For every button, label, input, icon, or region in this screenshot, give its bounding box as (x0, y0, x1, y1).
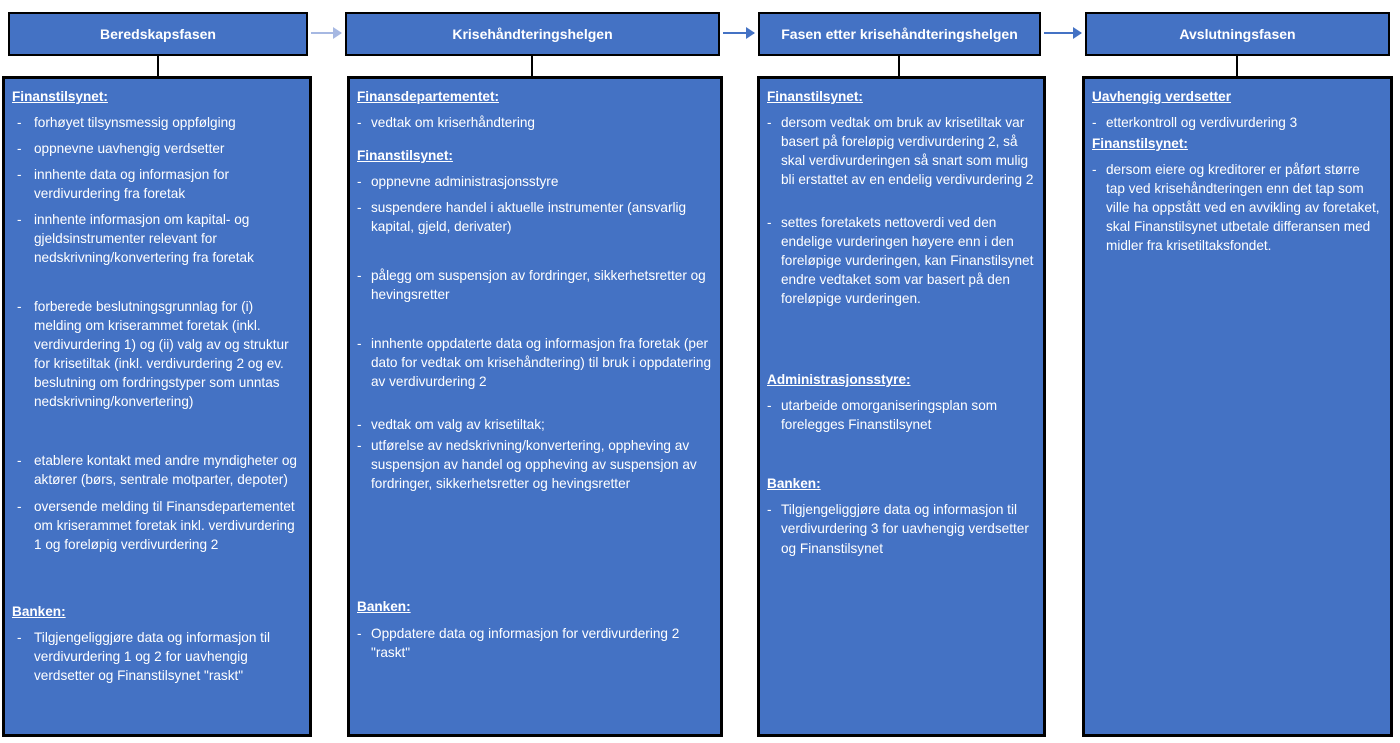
section (357, 87, 712, 132)
bullet-item (12, 210, 301, 267)
section-heading: Uavhengig verdsetter (1092, 89, 1232, 104)
bullet-text: utførelse av nedskrivning/konvertering, oppheving av suspensjon av handel og oppheving av suspensjon av fordringer, sikkerhetsretter og hevingsretter (371, 438, 697, 492)
section (767, 370, 1035, 434)
arrow-right-icon (723, 32, 754, 34)
bullet-text: vedtak om kriserhåndtering (371, 115, 535, 131)
connector-line (898, 56, 900, 76)
bullet-text: Tilgjengeliggjøre data og informasjon til verdivurdering 1 og 2 for uavhengig verdsetter og Finanstilsynet "raskt" (34, 629, 270, 683)
bullet-item (357, 334, 712, 391)
connector-line (157, 56, 159, 76)
bullet-text: Tilgjengeliggjøre data og informasjon til verdivurdering 3 for uavhengig verdsetter og Finanstilsynet (781, 502, 1029, 556)
phase-content-krisehandteringshelgen (347, 76, 723, 737)
bullet-item (12, 113, 301, 132)
bullet-dash-icon: - (17, 299, 22, 315)
bullet-dash-icon: - (357, 625, 362, 641)
bullet-dash-icon: - (357, 115, 362, 131)
section-heading: Finanstilsynet: (767, 89, 863, 104)
bullet-text: etterkontroll og verdivurdering 3 (1106, 115, 1298, 131)
connector-line (531, 56, 533, 76)
section (357, 597, 712, 661)
bullet-item (12, 628, 301, 685)
bullet-item (357, 172, 712, 191)
bullet-text: innhente informasjon om kapital- og gjeldsinstrumenter relevant for nedskrivning/konvertering fra foretak (34, 212, 254, 266)
bullet-dash-icon: - (1092, 162, 1097, 178)
section-heading: Administrasjonsstyre: (767, 372, 911, 388)
bullet-text: suspendere handel i aktuelle instrumenter (ansvarlig kapital, gjeld, derivater) (371, 200, 687, 235)
section (12, 87, 301, 554)
bullet-text: vedtak om valg av krisetiltak; (371, 417, 545, 433)
bullet-dash-icon: - (357, 174, 362, 190)
bullet-dash-icon: - (357, 336, 362, 352)
bullet-item (357, 624, 712, 662)
phase-content-fasen-etter (757, 76, 1046, 737)
bullet-item (1092, 113, 1382, 132)
bullet-item (357, 113, 712, 132)
bullet-dash-icon: - (357, 200, 362, 216)
section-heading: Finanstilsynet: (12, 89, 108, 104)
connector-line (1236, 56, 1238, 76)
bullet-dash-icon: - (767, 215, 772, 231)
phase-header-avslutningsfasen (1085, 12, 1390, 56)
phase-header-fasen-etter (758, 12, 1041, 56)
bullet-dash-icon: - (17, 629, 22, 645)
bullet-text: forberede beslutningsgrunnlag for (i) melding om kriserammet foretak (inkl. verdivurdering 1) og (ii) valg av og struktur for krisetiltak (inkl. verdivurdering 2 og ev. beslutning om fordringstyper som unntas nedskrivning/konvertering) (34, 299, 289, 410)
section (1092, 134, 1382, 255)
bullet-dash-icon: - (767, 502, 772, 518)
bullet-item (767, 113, 1035, 189)
section (767, 87, 1035, 308)
bullet-dash-icon: - (17, 498, 22, 514)
bullet-text: settes foretakets nettoverdi ved den endelige vurderingen høyere enn i den foreløpige vurderingen, kan Finanstilsynet endre vedtaket som var basert på den foreløpige vurderingen. (781, 215, 1034, 307)
bullet-text: oversende melding til Finansdepartementet om kriserammet foretak inkl. verdivurdering 1 og foreløpig verdivurdering 2 (34, 498, 295, 552)
bullet-item (357, 266, 712, 304)
arrow-right-icon (311, 32, 341, 34)
phase-title: Krisehåndteringshelgen (452, 26, 613, 42)
section (1092, 87, 1382, 132)
section (357, 146, 712, 493)
phase-header-krisehandteringshelgen (345, 12, 720, 56)
section-heading: Finanstilsynet: (357, 148, 453, 164)
phase-header-beredskapsfasen (8, 12, 308, 56)
bullet-item (12, 451, 301, 489)
bullet-item (357, 415, 712, 434)
bullet-item (357, 436, 712, 493)
bullet-dash-icon: - (767, 398, 772, 414)
bullet-text: innhente oppdaterte data og informasjon fra foretak (per dato for vedtak om krisehåndtering) til bruk i oppdatering av verdivurdering 2 (371, 336, 712, 390)
arrow-right-icon (1044, 32, 1081, 34)
phase-title: Avslutningsfasen (1179, 26, 1296, 42)
section-heading: Banken: (767, 476, 821, 492)
section (12, 602, 301, 685)
bullet-dash-icon: - (357, 438, 362, 454)
bullet-item (767, 213, 1035, 308)
bullet-dash-icon: - (357, 417, 362, 433)
bullet-dash-icon: - (17, 453, 22, 469)
bullet-item (767, 396, 1035, 434)
bullet-text: dersom eiere og kreditorer er påført større tap ved krisehåndteringen enn det tap som ville ha oppstått ved en avvikling av foretaket, skal Finanstilsynet utbetale differansen med midler fra krisetiltaksfondet. (1106, 162, 1380, 254)
bullet-dash-icon: - (17, 141, 22, 157)
phase-title: Fasen etter krisehåndteringshelgen (781, 26, 1018, 42)
section (767, 474, 1035, 557)
bullet-dash-icon: - (767, 115, 772, 131)
bullet-dash-icon: - (17, 115, 22, 131)
bullet-text: pålegg om suspensjon av fordringer, sikkerhetsretter og hevingsretter (371, 268, 706, 303)
bullet-item (12, 165, 301, 203)
bullet-item (12, 139, 301, 158)
bullet-item (12, 297, 301, 411)
bullet-text: dersom vedtak om bruk av krisetiltak var basert på foreløpig verdivurdering 2, så skal verdivurderingen så snart som mulig bli erstattet av en endelig verdivurdering 2 (781, 115, 1034, 188)
bullet-text: forhøyet tilsynsmessig oppfølging (34, 115, 236, 131)
section-heading: Finansdepartementet: (357, 89, 500, 104)
bullet-text: etablere kontakt med andre myndigheter og aktører (børs, sentrale motparter, depoter) (34, 453, 297, 488)
bullet-text: oppnevne uavhengig verdsetter (34, 141, 225, 157)
bullet-dash-icon: - (1092, 115, 1097, 131)
bullet-item (357, 198, 712, 236)
section-heading: Banken: (357, 599, 411, 615)
bullet-dash-icon: - (17, 212, 22, 228)
section-heading: Banken: (12, 603, 66, 619)
bullet-item (1092, 160, 1382, 255)
bullet-dash-icon: - (357, 268, 362, 284)
bullet-item (767, 500, 1035, 557)
bullet-text: Oppdatere data og informasjon for verdivurdering 2 "raskt" (371, 625, 680, 660)
phase-content-beredskapsfasen (2, 76, 312, 737)
phase-title: Beredskapsfasen (100, 26, 216, 42)
phase-content-avslutningsfasen (1082, 76, 1393, 737)
bullet-text: innhente data og informasjon for verdivurdering fra foretak (34, 167, 229, 202)
section-heading: Finanstilsynet: (1092, 136, 1188, 152)
bullet-dash-icon: - (17, 167, 22, 183)
bullet-item (12, 497, 301, 554)
bullet-text: oppnevne administrasjonsstyre (371, 174, 559, 190)
bullet-text: utarbeide omorganiseringsplan som forelegges Finanstilsynet (781, 398, 998, 433)
